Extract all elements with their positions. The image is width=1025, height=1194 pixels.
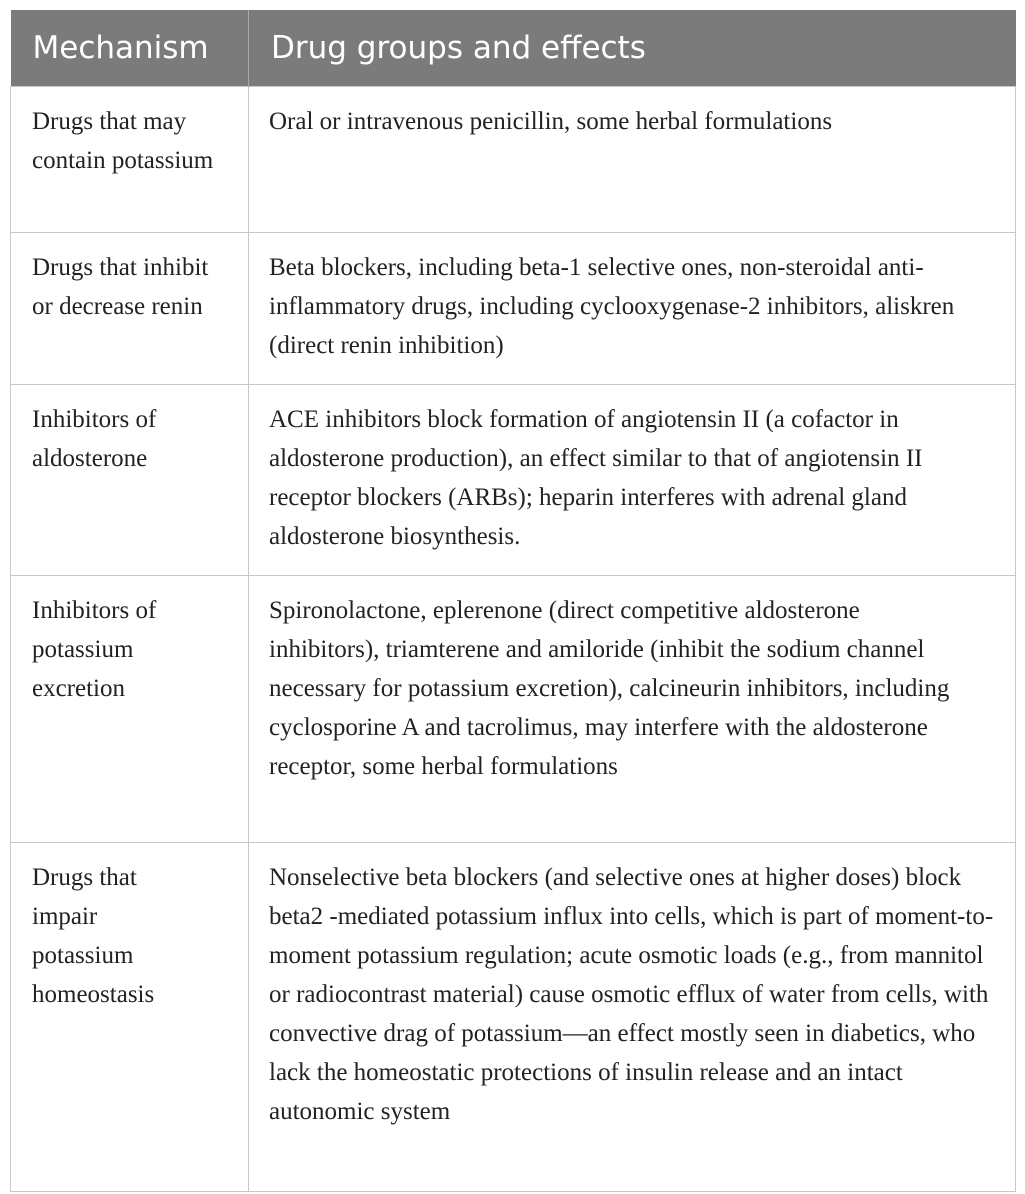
drug-mechanism-table: [10, 10, 1016, 1192]
effects-cell: ACE inhibitors block formation of angiotensin II (a cofactor in aldosterone production), an effect similar to that of angiotensin II receptor blockers (ARBs); heparin interferes with adrenal gland aldosterone biosynthesis.: [249, 384, 1016, 575]
header-drug-groups-effects: Drug groups and effects: [249, 10, 1016, 86]
mechanism-cell: Inhibitors of aldosterone: [11, 384, 249, 575]
table-row: [11, 384, 1016, 575]
table-row: [11, 86, 1016, 232]
header-mechanism: Mechanism: [11, 10, 249, 86]
mechanism-cell: Drugs that may contain potassium: [11, 86, 249, 232]
table-row: [11, 575, 1016, 842]
table-body: [11, 86, 1016, 1191]
mechanism-cell: Inhibitors of potassium excretion: [11, 575, 249, 842]
mechanism-cell: Drugs that impair potassium homeostasis: [11, 842, 249, 1191]
mechanism-cell: Drugs that inhibit or decrease renin: [11, 232, 249, 384]
table-header: [11, 10, 1016, 86]
table-row: [11, 232, 1016, 384]
effects-cell: Spironolactone, eplerenone (direct competitive aldosterone inhibitors), triamterene and amiloride (inhibit the sodium channel necessary for potassium excretion), calcineurin inhibitors, including cyclosporine A and tacrolimus, may interfere with the aldosterone receptor, some herbal formulations: [249, 575, 1016, 842]
effects-cell: Nonselective beta blockers (and selective ones at higher doses) block beta2 -mediated potassium influx into cells, which is part of moment-to-moment potassium regulation; acute osmotic loads (e.g., from mannitol or radiocontrast material) cause osmotic efflux of water from cells, with convective drag of potassium—an effect mostly seen in diabetics, who lack the homeostatic protections of insulin release and an intact autonomic system: [249, 842, 1016, 1191]
header-row: [11, 10, 1016, 86]
effects-cell: Beta blockers, including beta-1 selective ones, non-steroidal anti-inflammatory drugs, including cyclooxygenase-2 inhibitors, aliskren (direct renin inhibition): [249, 232, 1016, 384]
effects-cell: Oral or intravenous penicillin, some herbal formulations: [249, 86, 1016, 232]
table-row: [11, 842, 1016, 1191]
